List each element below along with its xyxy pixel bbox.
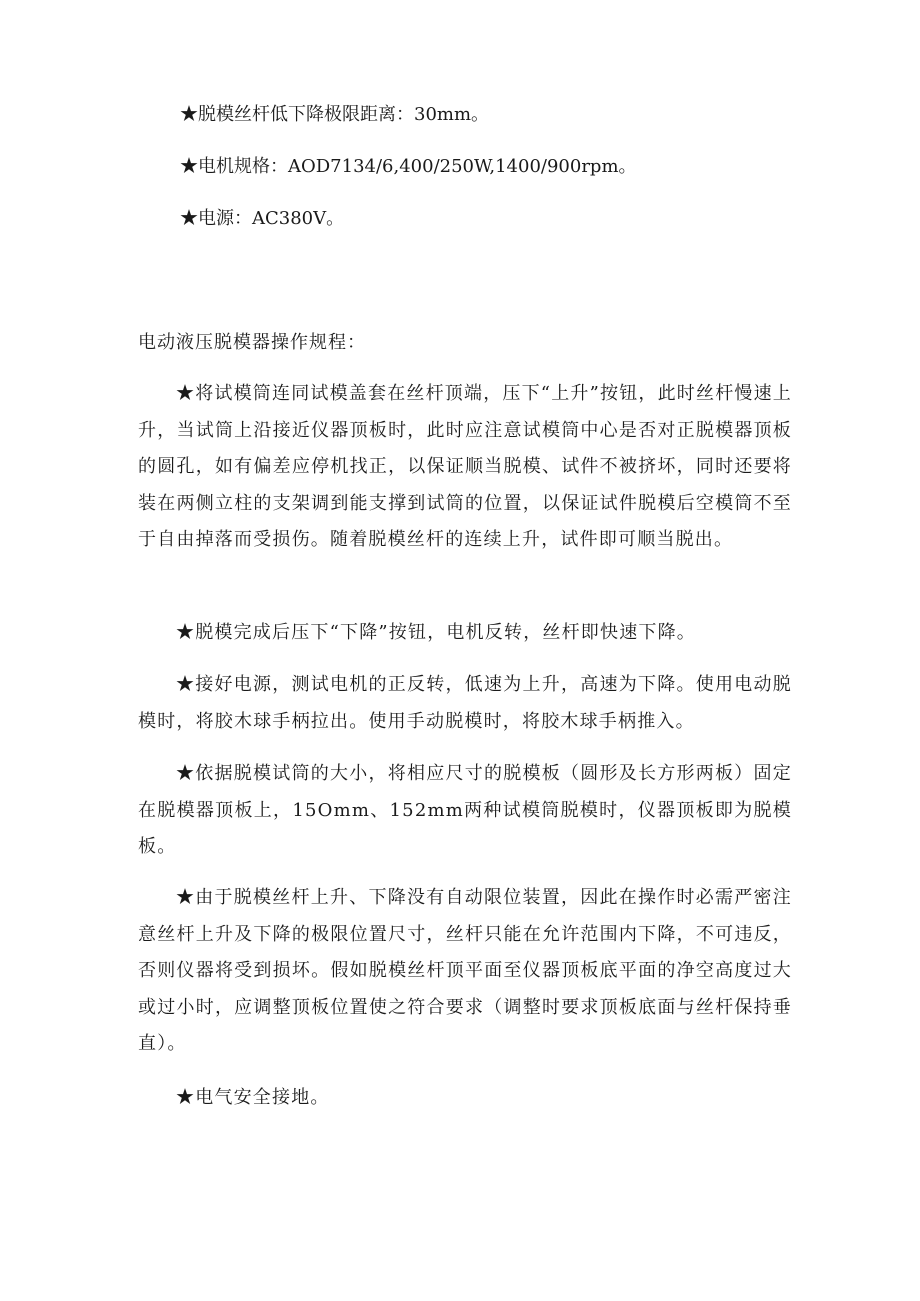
spec-power: ★电源：AC380V。	[180, 208, 345, 229]
section-title: 电动液压脱模器操作规程：	[138, 332, 366, 353]
procedure-paragraph-3: ★接好电源，测试电机的正反转，低速为上升，高速为下降。使用电动脱模时，将胶木球手柄拉出。使用手动脱模时，将胶木球手柄推入。	[138, 674, 792, 732]
procedure-paragraph-2: ★脱模完成后压下“下降”按钮，电机反转，丝杆即快速下降。	[176, 622, 697, 643]
procedure-paragraph-6: ★电气安全接地。	[176, 1087, 330, 1108]
procedure-paragraph-5: ★由于脱模丝杆上升、下降没有自动限位装置，因此在操作时必需严密注意丝杆上升及下降的极限位置尺寸，丝杆只能在允许范围内下降，不可违反，否则仪器将受到损坏。假如脱模丝杆顶平面至仪器顶板底平面的净空高度过大或过小时，应调整顶板位置使之符合要求（调整时要求顶板底面与丝杆保持垂直）。	[138, 887, 792, 1055]
spec-lower-limit: ★脱模丝杆低下降极限距离：30mm。	[180, 104, 490, 125]
procedure-paragraph-1: ★将试模筒连同试模盖套在丝杆顶端，压下“上升”按钮，此时丝杆慢速上升，当试筒上沿接近仪器顶板时，此时应注意试模筒中心是否对正脱模器顶板的圆孔，如有偏差应停机找正，以保证顺当脱模、试件不被挤坏，同时还要将装在两侧立柱的支架调到能支撑到试筒的位置，以保证试件脱模后空模筒不至于自由掉落而受损伤。随着脱模丝杆的连续上升，试件即可顺当脱出。	[138, 383, 793, 551]
procedure-paragraph-4: ★依据脱模试筒的大小，将相应尺寸的脱模板（圆形及长方形两板）固定在脱模器顶板上，15Omm、152mm两种试模筒脱模时，仪器顶板即为脱模板。	[138, 763, 792, 858]
spec-motor: ★电机规格：AOD7134/6,400/250W,1400/900rpm。	[180, 156, 637, 177]
